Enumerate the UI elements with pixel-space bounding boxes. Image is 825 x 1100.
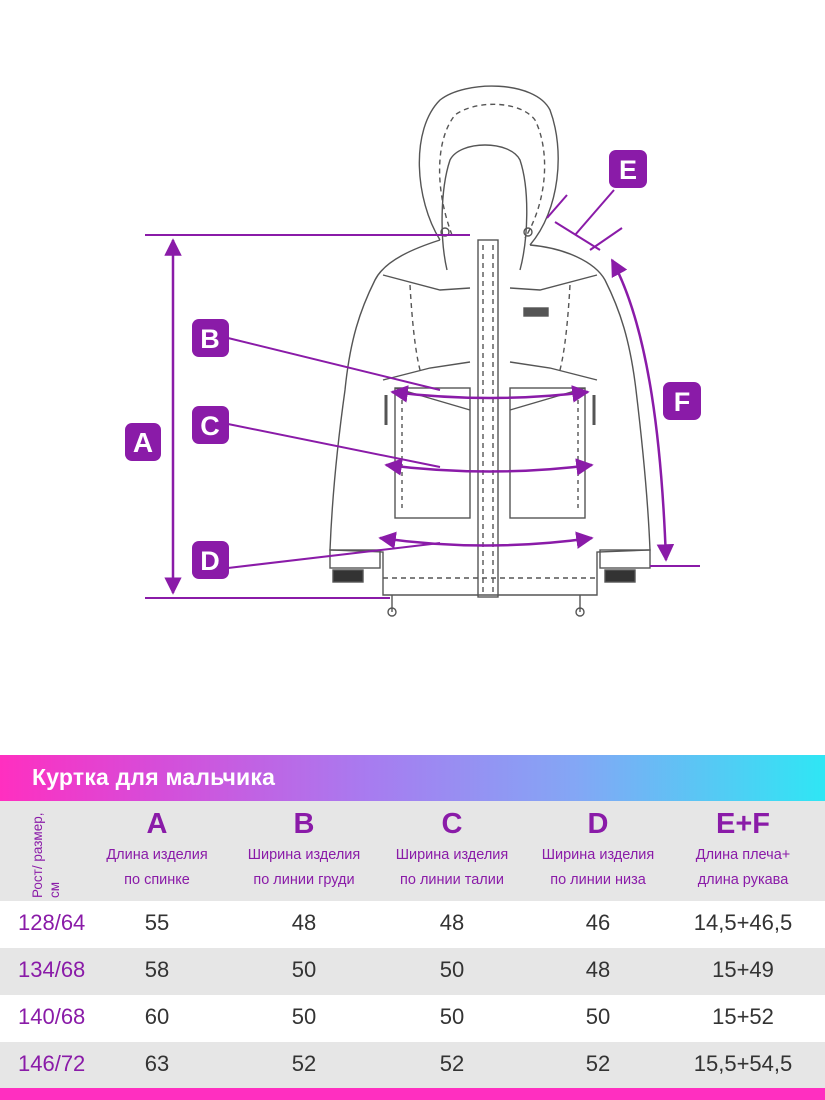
measure-d (192, 538, 592, 579)
row-size: 128/64 (18, 910, 86, 935)
row-size: 140/68 (18, 1004, 86, 1029)
column-desc-line1: Ширина изделия (395, 847, 509, 863)
column-letter: E+F (716, 808, 770, 840)
cell-d: 50 (585, 1004, 611, 1029)
cell-b: 50 (291, 957, 317, 982)
cell-b: 48 (291, 910, 317, 935)
table-row (0, 948, 825, 995)
table-row (0, 995, 825, 1042)
table-row (0, 901, 825, 948)
row-size: 134/68 (18, 957, 86, 982)
column-header-a (82, 806, 232, 892)
column-desc-line1: Длина изделия (106, 847, 208, 863)
label-c: C (200, 411, 220, 441)
cell-d: 46 (585, 910, 611, 935)
size-header: Рост/ размер, см (30, 812, 62, 898)
column-desc-line1: Длина плеча+ (695, 847, 791, 863)
column-header-d (523, 806, 673, 892)
table-title: Куртка для мальчика (32, 764, 276, 790)
column-desc-line2: по линии талии (400, 872, 504, 888)
column-desc-line2: по линии груди (253, 872, 355, 888)
cell-ef: 15,5+54,5 (693, 1051, 793, 1076)
column-letter: A (146, 808, 168, 840)
row-size: 146/72 (18, 1051, 86, 1076)
cell-a: 55 (144, 910, 170, 935)
label-a: A (132, 427, 154, 458)
cell-c: 48 (439, 910, 465, 935)
bottom-accent-bar (0, 1088, 825, 1100)
measure-f (612, 260, 701, 566)
column-header-c (377, 806, 527, 892)
cell-c: 50 (439, 1004, 465, 1029)
table-row (0, 1042, 825, 1089)
cell-ef: 14,5+46,5 (693, 910, 793, 935)
label-f: F (673, 387, 691, 417)
column-letter: C (441, 808, 463, 840)
cell-ef: 15+52 (712, 1004, 774, 1029)
cell-a: 60 (144, 1004, 170, 1029)
column-desc-line2: длина рукава (697, 872, 789, 888)
column-desc-line2: по спинке (124, 872, 190, 888)
measure-b (192, 319, 588, 398)
column-desc-line1: Ширина изделия (541, 847, 655, 863)
cell-d: 52 (585, 1051, 611, 1076)
size-header-cell (6, 810, 86, 898)
column-header-b (229, 806, 379, 892)
column-letter: B (293, 808, 315, 840)
label-b: B (200, 324, 220, 354)
column-desc-line2: по линии низа (550, 872, 646, 888)
cell-a: 63 (144, 1051, 170, 1076)
cell-c: 52 (439, 1051, 465, 1076)
cell-ef: 15+49 (712, 957, 774, 982)
measure-c (192, 406, 592, 472)
cell-c: 50 (439, 957, 465, 982)
measure-e (547, 150, 647, 250)
cell-d: 48 (585, 957, 611, 982)
column-desc-line1: Ширина изделия (247, 847, 361, 863)
jacket-drawing (330, 86, 650, 616)
column-header-ef (668, 806, 818, 892)
label-e: E (618, 155, 638, 185)
cell-b: 50 (291, 1004, 317, 1029)
column-letter: D (587, 808, 609, 840)
cell-a: 58 (144, 957, 170, 982)
cell-b: 52 (291, 1051, 317, 1076)
table-title-bar (0, 755, 825, 801)
label-d: D (200, 546, 220, 576)
